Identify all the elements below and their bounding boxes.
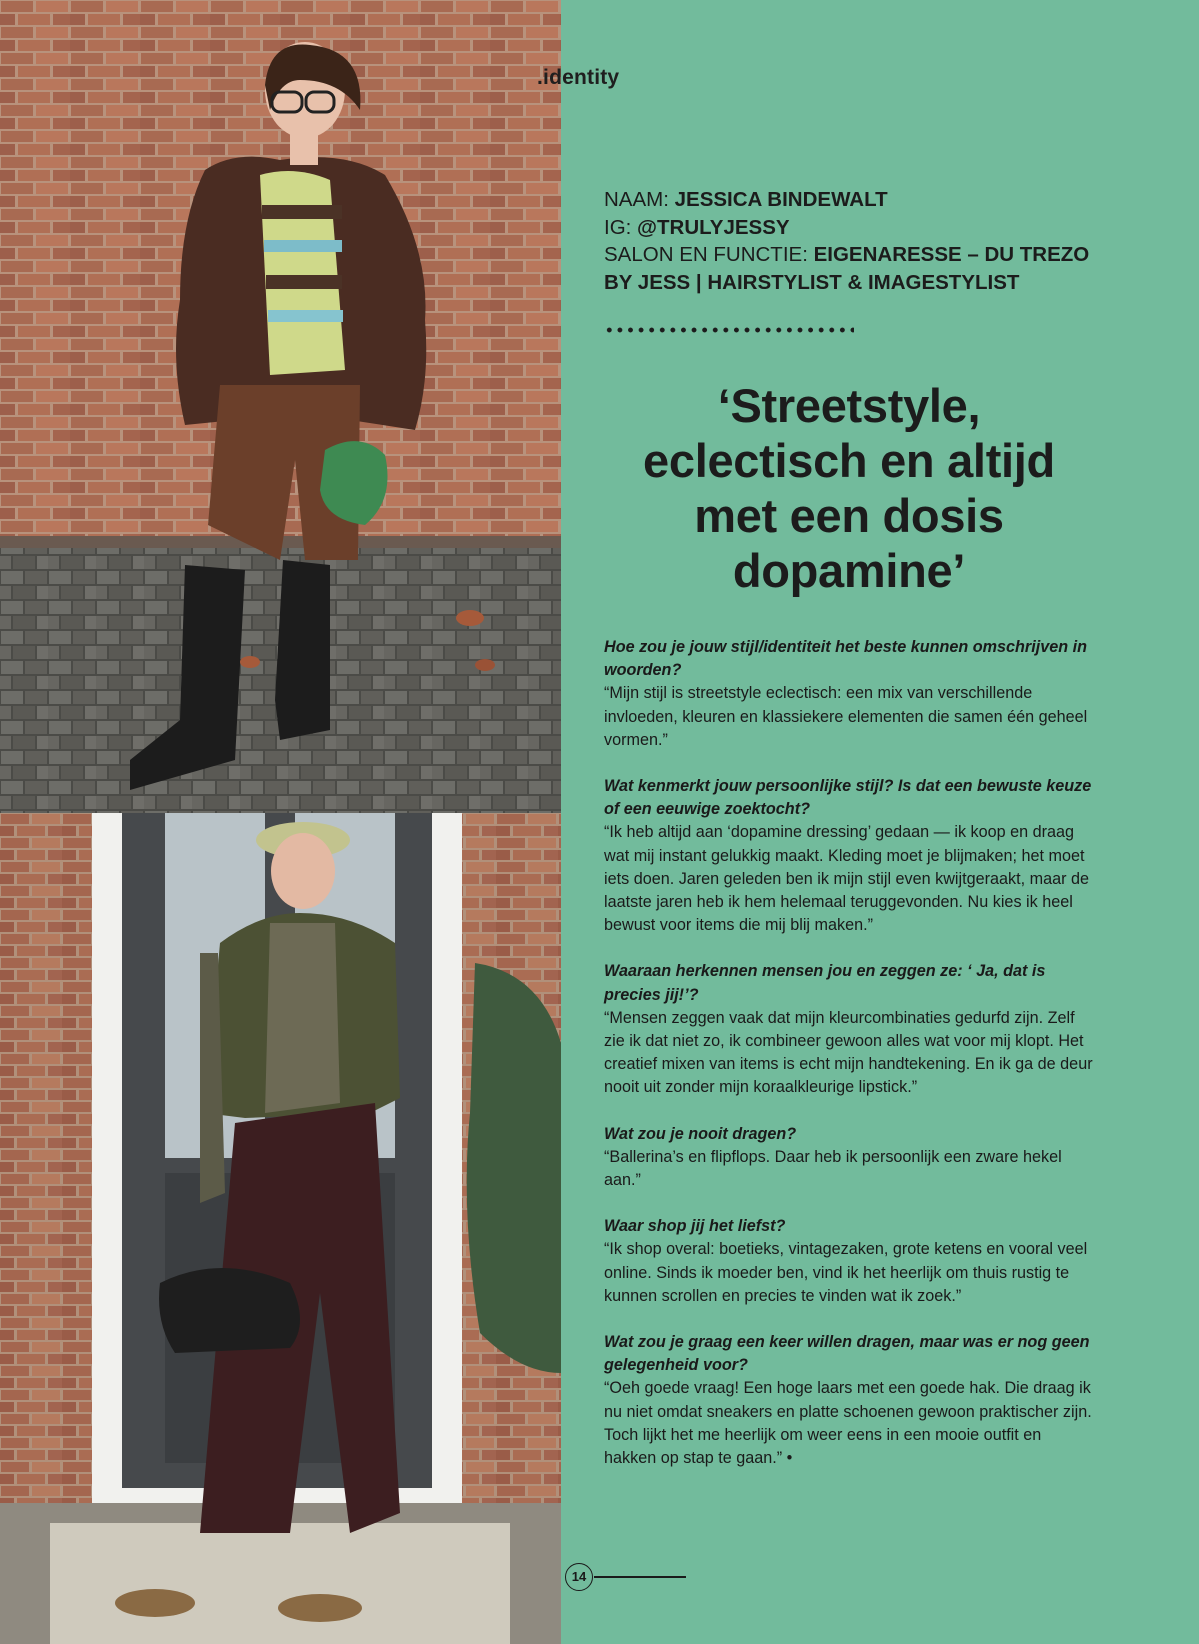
question: Waar shop jij het liefst? — [604, 1217, 786, 1236]
qa-list — [604, 636, 1094, 1493]
page-number-rule — [594, 1576, 686, 1578]
answer: “Ik heb altijd aan ‘dopamine dressing’ gedaan — ik koop en draag wat mij instant gelukkig maakt. Kleding moet je blijmaken; het moet iets doen. Jaren geleden ben ik mijn stijl even kwijtgeraakt, maar de laatste jaren heb ik hem helemaal teruggevonden. Nu kies ik heel bewust voor items die mij blij maken.” — [604, 823, 1089, 935]
photo-column — [0, 0, 561, 1644]
dotted-divider — [604, 326, 854, 334]
name-value: JESSICA BINDEWALT — [674, 188, 888, 211]
qa-item — [604, 1331, 1094, 1470]
answer: “Mensen zeggen vaak dat mijn kleurcombinaties gedurfd zijn. Zelf zie ik dat niet zo, ik combineer gewoon alles wat voor mij klopt. Het creatief mixen van items is echt mijn handtekening. En ik ga de deur nooit uit zonder mijn koraalkleurige lipstick.” — [604, 1008, 1093, 1097]
question: Hoe zou je jouw stijl/identiteit het beste kunnen omschrijven in woorden? — [604, 638, 1087, 680]
answer: “Mijn stijl is streetstyle eclectisch: een mix van verschillende invloeden, kleuren en klassiekere elementen die samen één geheel vormen.” — [604, 684, 1088, 749]
ig-value: @TRULYJESSY — [637, 215, 790, 239]
profile-salon-line — [604, 241, 1104, 296]
name-label: NAAM: — [604, 188, 669, 211]
qa-item — [604, 1123, 1094, 1193]
qa-item — [604, 775, 1094, 937]
answer: “Ik shop overal: boetieks, vintagezaken, grote ketens en vooral veel online. Sinds ik moeder ben, vind ik het heerlijk om thuis rustig te kunnen scrollen en precies te vinden wat ik zoek.” — [604, 1240, 1088, 1305]
qa-item — [604, 636, 1094, 752]
question: Wat zou je graag een keer willen dragen, maar was er nog geen gelegenheid voor? — [604, 1333, 1090, 1375]
qa-item — [604, 1215, 1094, 1308]
question: Wat zou je nooit dragen? — [604, 1124, 797, 1143]
headline: ‘Streetstyle, eclectisch en altijd met een dosis dopamine’ — [643, 379, 1055, 597]
section-tag: .identity — [537, 66, 620, 89]
profile-name-line — [604, 186, 1104, 214]
salon-label: SALON EN FUNCTIE: — [604, 243, 808, 266]
page-number: 14 — [565, 1563, 593, 1591]
question: Wat kenmerkt jouw persoonlijke stijl? Is dat een bewuste keuze of een eeuwige zoektocht? — [604, 777, 1092, 819]
answer: “Oeh goede vraag! Een hoge laars met een goede hak. Die draag ik nu niet omdat sneakers en platte schoenen gewoon praktischer zijn. Toch lijkt het me heerlijk om weer eens in een mooie outfit en hakken op stap te gaan.” • — [604, 1379, 1092, 1468]
answer: “Ballerina’s en flipflops. Daar heb ik persoonlijk een zware hekel aan.” — [604, 1147, 1062, 1190]
photo-doorway — [0, 813, 561, 1644]
photo-street-brick-wall — [0, 0, 561, 813]
qa-item — [604, 960, 1094, 1099]
salon-value: EIGENARESSE – DU TREZO BY JESS | HAIRSTYLIST & IMAGESTYLIST — [604, 243, 1090, 294]
question: Waaraan herkennen mensen jou en zeggen ze: ‘ Ja, dat is precies jij!’? — [604, 962, 1046, 1004]
profile-ig-line — [604, 214, 1104, 242]
ig-label: IG: — [604, 215, 632, 239]
profile-block — [604, 186, 1104, 296]
